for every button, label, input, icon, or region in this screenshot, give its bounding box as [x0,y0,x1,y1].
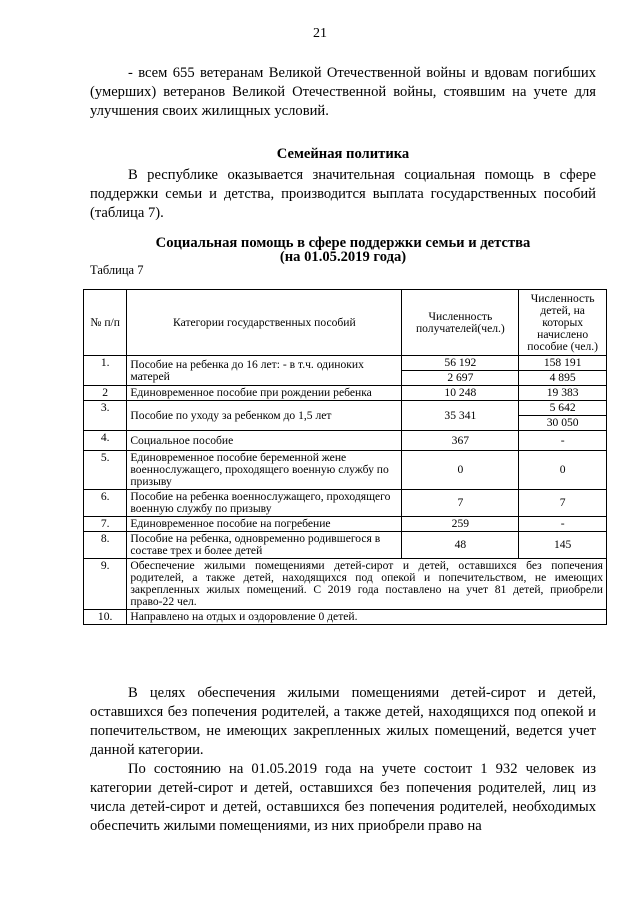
row-num: 6. [84,490,127,517]
intro-paragraph: - всем 655 ветеранам Великой Отечественной войны и вдовам погибших (умерших) ветеранов Великой Отечественной войны, стоявшим на учете для улучшения своих жилищных условий. [90,65,596,119]
table-title-line1: Социальная помощь в сфере поддержки семьи и детства [155,235,531,251]
row-category: Единовременное пособие при рождении ребенка [127,386,402,401]
table-row [84,610,607,625]
table-header-row [84,290,607,356]
row-category-wide: Направлено на отдых и оздоровление 0 детей. [127,610,607,625]
row-recipients: 259 [402,517,519,532]
header-category: Категории государственных пособий [127,290,402,356]
row-recipients: 367 [402,431,519,451]
row-num: 2 [84,386,127,401]
children-value-2: 30 050 [519,415,606,430]
table-row [84,401,607,431]
row-recipients: 7 [402,490,519,517]
row-num: 5. [84,451,127,490]
row-recipients: 35 341 [402,401,519,431]
page-number: 21 [313,26,327,41]
row-category: Единовременное пособие на погребение [127,517,402,532]
children-single-mothers: 4 895 [519,370,606,385]
table-row [84,532,607,559]
row-children: 19 383 [519,386,607,401]
row-category: Пособие на ребенка, одновременно родившегося в составе трех и более детей [127,532,402,559]
recipients-single-mothers: 2 697 [402,370,518,385]
row-num: 7. [84,517,127,532]
row-num: 10. [84,610,127,625]
row-category-wide: Обеспечение жилыми помещениями детей-сирот и детей, оставшихся без попечения родителей, а также детей, находящихся под опекой и попечительством, не имеющих закрепленных жилых помещений. С 2019 года поставлено на учет 81 детей, приобрели право-22 чел. [127,559,607,610]
section-title: Семейная политика [276,146,410,162]
social-aid-table [83,289,607,625]
row-num: 4. [84,431,127,451]
row-category: Единовременное пособие беременной жене военнослужащего, проходящего военную службу по призыву [127,451,402,490]
row-children: - [519,517,607,532]
row-recipients: 10 248 [402,386,519,401]
row-children [519,356,607,386]
header-num: № п/п [84,290,127,356]
children-value-1: 5 642 [549,401,576,414]
table-row [84,386,607,401]
section-paragraph: В республике оказывается значительная социальная помощь в сфере поддержки семьи и детства, производится выплата государственных пособий (таблица 7). [90,167,596,221]
paragraph-after-table-2: По состоянию на 01.05.2019 года на учете состоит 1 932 человек из категории детей-сирот и детей, оставшихся без попечения родителей, лиц из числа детей-сирот и детей, оставшихся без попечения родителей, необходимых обеспечить жилыми помещениями, из них приобрели право на [90,761,596,834]
table-row [84,451,607,490]
table-row [84,356,607,386]
table-row [84,490,607,517]
row-children [519,401,607,431]
row-category: Пособие на ребенка военнослужащего, проходящего военную службу по призыву [127,490,402,517]
header-children: Численность детей, на которых начислено пособие (чел.) [519,290,607,356]
row-num: 8. [84,532,127,559]
row-recipients [402,356,519,386]
table-row [84,559,607,610]
row-category: Пособие на ребенка до 16 лет: - в т.ч. одиноких матерей [127,356,402,386]
row-num: 9. [84,559,127,610]
row-category: Социальное пособие [127,431,402,451]
paragraph-after-table-1: В целях обеспечения жилыми помещениями детей-сирот и детей, оставшихся без попечения родителей, а также детей, находящихся под опекой и попечительством, не имеющих закрепленных жилых помещений, ведется учет данной категории. [90,685,596,758]
recipients-total: 56 192 [444,356,477,369]
row-children: 0 [519,451,607,490]
row-recipients: 48 [402,532,519,559]
row-num: 3. [84,401,127,431]
header-recipients: Численность получателей(чел.) [402,290,519,356]
table-title-line2: (на 01.05.2019 года) [279,249,407,265]
row-children: 7 [519,490,607,517]
row-category: Пособие по уходу за ребенком до 1,5 лет [127,401,402,431]
children-total: 158 191 [543,356,582,369]
table-label: Таблица 7 [90,263,144,277]
table-row [84,517,607,532]
row-children: - [519,431,607,451]
row-recipients: 0 [402,451,519,490]
row-children: 145 [519,532,607,559]
row-num: 1. [84,356,127,386]
table-row [84,431,607,451]
